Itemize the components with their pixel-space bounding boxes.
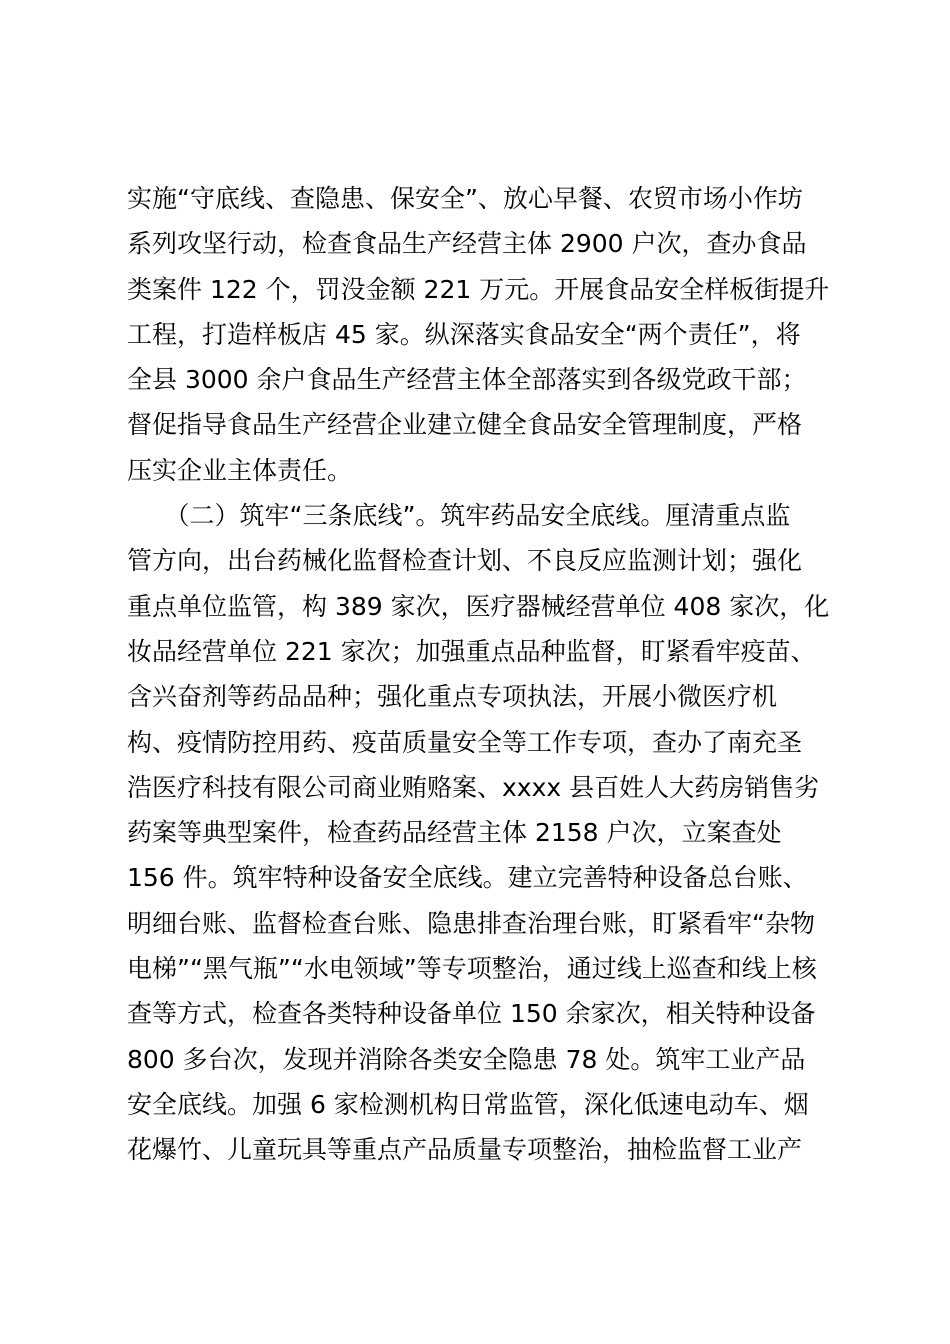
text-line: 药案等典型案件，检查药品经营主体 2158 户次，立案查处: [127, 818, 782, 848]
text-line: 工程，打造样板店 45 家。纵深落实食品安全“两个责任”，将: [127, 319, 801, 349]
text-line: 构、疫情防控用药、疫苗质量安全等工作专项，查办了南充圣: [127, 727, 803, 757]
text-line: （二）筑牢“三条底线”。筑牢药品安全底线。厘清重点监: [127, 501, 791, 531]
text-line: 全县 3000 余户食品生产经营主体全部落实到各级党政干部；: [127, 365, 807, 395]
text-line: 重点单位监管，构 389 家次，医疗器械经营单位 408 家次，化: [127, 591, 830, 621]
text-line: 安全底线。加强 6 家检测机构日常监管，深化低速电动车、烟: [127, 1089, 809, 1119]
text-line: 电梯”“黑气瓶”“水电领域”等专项整治，通过线上巡查和线上核: [127, 954, 817, 984]
text-line: 妆品经营单位 221 家次；加强重点品种监督，盯紧看牢疫苗、: [127, 636, 816, 666]
text-line: 明细台账、监督检查台账、隐患排查治理台账，盯紧看牢“杂物: [127, 908, 815, 938]
text-line: 压实企业主体责任。: [127, 455, 353, 485]
text-line: 类案件 122 个，罚没金额 221 万元。开展食品安全样板街提升: [127, 274, 830, 304]
text-line: 查等方式，检查各类特种设备单位 150 余家次，相关特种设备: [127, 999, 816, 1029]
text-line: 含兴奋剂等药品品种；强化重点专项执法，开展小微医疗机: [127, 682, 778, 712]
body-text: [127, 176, 847, 1173]
text-line: 800 多台次，发现并消除各类安全隐患 78 处。筑牢工业产品: [127, 1044, 806, 1074]
text-line: 系列攻坚行动，检查食品生产经营主体 2900 户次，查办食品: [127, 229, 807, 259]
text-line: 管方向，出台药械化监督检查计划、不良反应监测计划；强化: [127, 546, 803, 576]
text-line: 浩医疗科技有限公司商业贿赂案、xxxx 县百姓人大药房销售劣: [127, 772, 820, 802]
text-line: 156 件。筑牢特种设备安全底线。建立完善特种设备总台账、: [127, 863, 808, 893]
text-line: 花爆竹、儿童玩具等重点产品质量专项整治，抽检监督工业产: [127, 1135, 803, 1165]
text-line: 实施“守底线、查隐患、保安全”、放心早餐、农贸市场小作坊: [127, 184, 803, 213]
text-line: 督促指导食品生产经营企业建立健全食品安全管理制度，严格: [127, 410, 803, 440]
